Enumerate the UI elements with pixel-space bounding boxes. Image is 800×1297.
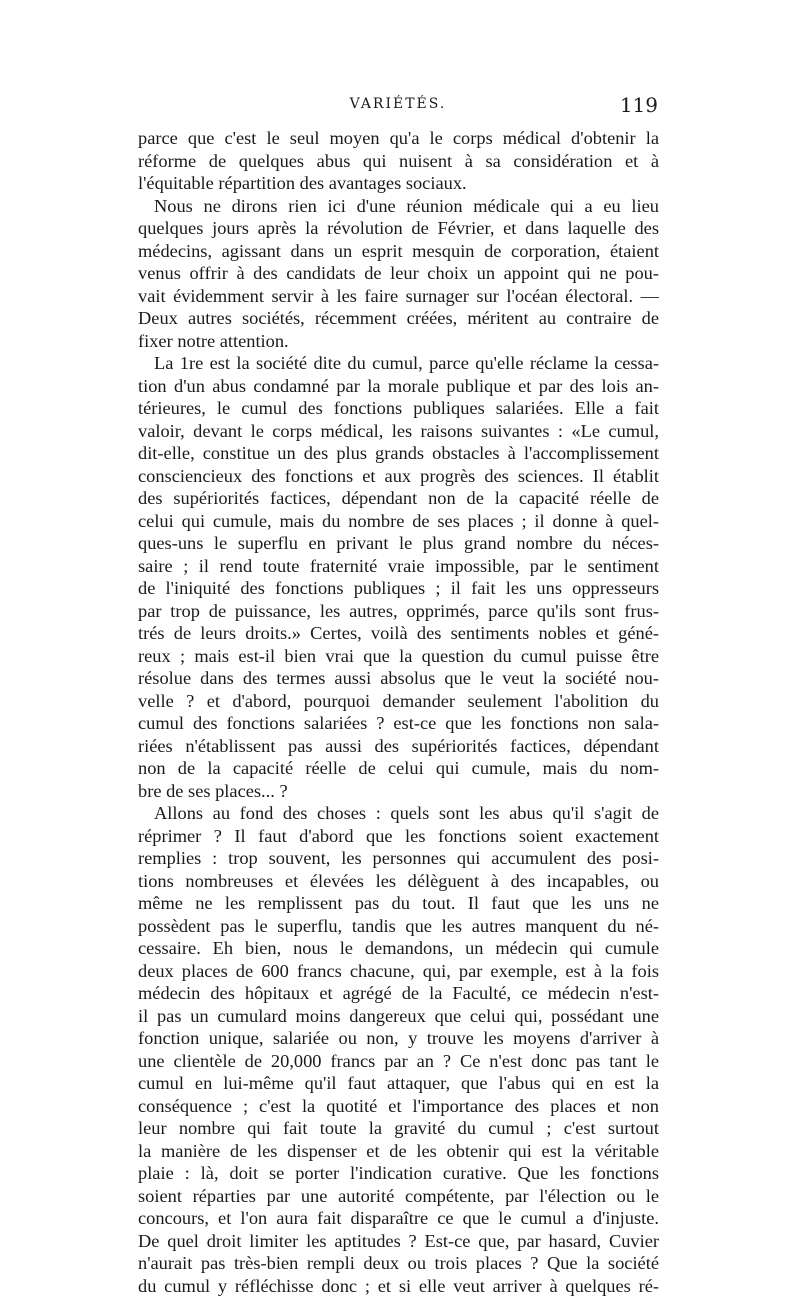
text-line: la manière de les dispenser et de les obtenir qui est la véritable	[138, 1140, 659, 1163]
text-line: par trop de puissance, les autres, opprimés, parce qu'ils sont frus-	[138, 600, 659, 623]
text-line: parce que c'est le seul moyen qu'a le corps médical d'obtenir la	[138, 127, 659, 150]
text-line: celui qui cumule, mais du nombre de ses places ; il donne à quel-	[138, 510, 659, 533]
text-line: résolue dans des termes aussi absolus que le veut la société nou-	[138, 667, 659, 690]
text-line: conséquence ; c'est la quotité et l'importance des places et non	[138, 1095, 659, 1118]
text-line: réprimer ? Il faut d'abord que les fonctions soient exactement	[138, 825, 659, 848]
text-line: Deux autres sociétés, récemment créées, méritent au contraire de	[138, 307, 659, 330]
text-line: bre de ses places... ?	[138, 780, 659, 803]
paragraph	[138, 127, 659, 195]
text-line: quelques jours après la révolution de Février, et dans laquelle des	[138, 217, 659, 240]
text-line: valoir, devant le corps médical, les raisons suivantes : «Le cumul,	[138, 420, 659, 443]
text-line: plaie : là, doit se porter l'indication curative. Que les fonctions	[138, 1162, 659, 1185]
text-line: riées n'établissent pas aussi des supériorités factices, dépendant	[138, 735, 659, 758]
text-line: de l'iniquité des fonctions publiques ; il fait les uns oppresseurs	[138, 577, 659, 600]
text-line: vait évidemment servir à les faire surnager sur l'océan électoral. —	[138, 285, 659, 308]
text-line: cumul en lui-même qu'il faut attaquer, que l'abus qui en est la	[138, 1072, 659, 1095]
text-line: Nous ne dirons rien ici d'une réunion médicale qui a eu lieu	[138, 195, 659, 218]
text-line: concours, et l'on aura fait disparaître ce que le cumul a d'injuste.	[138, 1207, 659, 1230]
text-line: térieures, le cumul des fonctions publiques salariées. Elle a fait	[138, 397, 659, 420]
text-line: fixer notre attention.	[138, 330, 659, 353]
text-line: cumul des fonctions salariées ? est-ce que les fonctions non sala-	[138, 712, 659, 735]
running-head	[138, 96, 658, 120]
page-number: 119	[620, 93, 658, 117]
text-line: médecin des hôpitaux et agrégé de la Faculté, ce médecin n'est-	[138, 982, 659, 1005]
running-title: VARIÉTÉS.	[138, 96, 658, 112]
text-line: remplies : trop souvent, les personnes qui accumulent des posi-	[138, 847, 659, 870]
text-line: une clientèle de 20,000 francs par an ? Ce n'est donc pas tant le	[138, 1050, 659, 1073]
text-line: consciencieux des fonctions et aux progrès des sciences. Il établit	[138, 465, 659, 488]
text-line: leur nombre qui fait toute la gravité du cumul ; c'est surtout	[138, 1117, 659, 1140]
text-line: des supériorités factices, dépendant non de la capacité réelle de	[138, 487, 659, 510]
text-line: fonction unique, salariée ou non, y trouve les moyens d'arriver à	[138, 1027, 659, 1050]
body-text	[138, 127, 659, 1297]
text-line: tion d'un abus condamné par la morale publique et par des lois an-	[138, 375, 659, 398]
paragraph	[138, 802, 659, 1297]
paragraph	[138, 195, 659, 353]
text-line: non de la capacité réelle de celui qui cumule, mais du nom-	[138, 757, 659, 780]
text-line: dit-elle, constitue un des plus grands obstacles à l'accomplissement	[138, 442, 659, 465]
text-line: médecins, agissant dans un esprit mesquin de corporation, étaient	[138, 240, 659, 263]
text-line: tions nombreuses et élevées les délèguent à des incapables, ou	[138, 870, 659, 893]
paragraph	[138, 352, 659, 802]
text-line: saire ; il rend toute fraternité vraie impossible, par le sentiment	[138, 555, 659, 578]
text-line: ques-uns le superflu en privant le plus grand nombre du néces-	[138, 532, 659, 555]
text-line: possèdent pas le superflu, tandis que les autres manquent du né-	[138, 915, 659, 938]
text-line: deux places de 600 francs chacune, qui, par exemple, est à la fois	[138, 960, 659, 983]
text-line: il pas un cumulard moins dangereux que celui qui, possédant une	[138, 1005, 659, 1028]
text-line: trés de leurs droits.» Certes, voilà des sentiments nobles et géné-	[138, 622, 659, 645]
text-line: cessaire. Eh bien, nous le demandons, un médecin qui cumule	[138, 937, 659, 960]
text-line: soient réparties par une autorité compétente, par l'élection ou le	[138, 1185, 659, 1208]
text-line: Allons au fond des choses : quels sont les abus qu'il s'agit de	[138, 802, 659, 825]
text-line: n'aurait pas très-bien rempli deux ou trois places ? Que la société	[138, 1252, 659, 1275]
text-line: La 1re est la société dite du cumul, parce qu'elle réclame la cessa-	[138, 352, 659, 375]
text-line: du cumul y réfléchisse donc ; et si elle veut arriver à quelques ré-	[138, 1275, 659, 1297]
text-line: l'équitable répartition des avantages sociaux.	[138, 172, 659, 195]
text-line: réforme de quelques abus qui nuisent à sa considération et à	[138, 150, 659, 173]
text-line: venus offrir à des candidats de leur choix un appoint qui ne pou-	[138, 262, 659, 285]
text-line: velle ? et d'abord, pourquoi demander seulement l'abolition du	[138, 690, 659, 713]
text-line: reux ; mais est-il bien vrai que la question du cumul puisse être	[138, 645, 659, 668]
text-line: même ne les remplissent pas du tout. Il faut que les uns ne	[138, 892, 659, 915]
text-line: De quel droit limiter les aptitudes ? Est-ce que, par hasard, Cuvier	[138, 1230, 659, 1253]
